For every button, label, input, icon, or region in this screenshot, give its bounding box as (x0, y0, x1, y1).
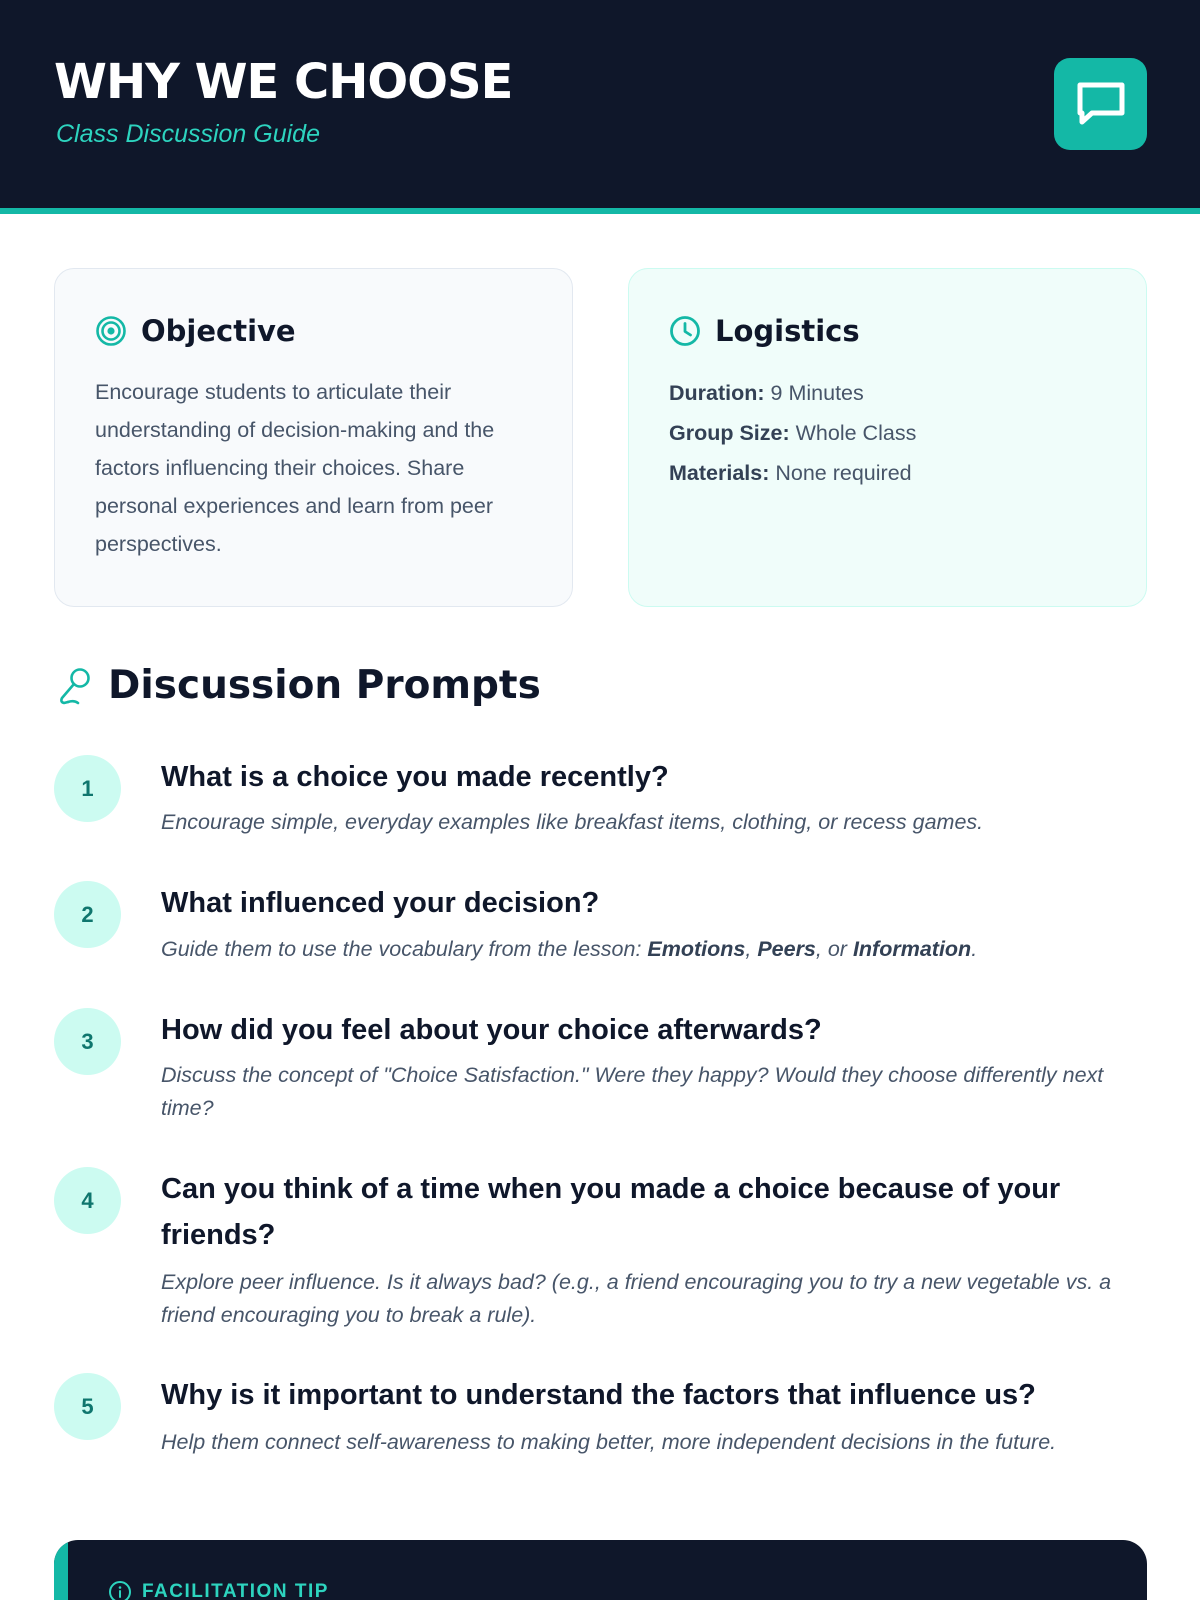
prompt-description: Guide them to use the vocabulary from the lesson: Emotions, Peers, or Information. (161, 937, 978, 961)
prompt-question: What influenced your decision? (161, 887, 600, 919)
prompt-question: What is a choice you made recently? (161, 761, 669, 793)
prompt-number: 4 (54, 1167, 121, 1234)
clock-icon (669, 315, 701, 347)
logistics-card (628, 268, 1147, 607)
header-banner (0, 0, 1200, 208)
prompt-number: 2 (54, 881, 121, 948)
microphone-icon (56, 666, 94, 706)
vocab-term: Peers (757, 937, 816, 961)
vocab-term: Information (852, 937, 972, 961)
chat-bubble-icon (1074, 79, 1128, 129)
header-accent-line (0, 208, 1200, 214)
prompt-number: 5 (54, 1373, 121, 1440)
logistics-group-size: Group Size: Whole Class (669, 421, 917, 445)
prompt-description: Explore peer influence. Is it always bad? (e.g., a friend encouraging you to try a new vegetable vs. a friend encouraging you to break a rule). (161, 1270, 1112, 1327)
tip-accent-bar (54, 1540, 68, 1600)
page-subtitle: Class Discussion Guide (56, 120, 320, 148)
facilitation-tip-box (54, 1540, 1147, 1600)
objective-text: Encourage students to articulate their understanding of decision-making and the factors influencing their choices. Share personal experiences and learn from peer perspectives. (95, 380, 495, 556)
logistics-materials: Materials: None required (669, 461, 912, 485)
prompt-description: Discuss the concept of "Choice Satisfaction." Were they happy? Would they choose differently next time? (161, 1063, 1104, 1120)
prompt-number: 3 (54, 1008, 121, 1075)
prompt-description: Encourage simple, everyday examples like breakfast items, clothing, or recess games. (161, 810, 984, 834)
objective-card (54, 268, 573, 607)
prompt-number: 1 (54, 755, 121, 822)
vocab-term: Emotions (647, 937, 746, 961)
tip-label: FACILITATION TIP (142, 1581, 329, 1600)
prompt-description: Help them connect self-awareness to making better, more independent decisions in the future. (161, 1430, 1057, 1454)
discussion-title: Discussion Prompts (108, 663, 541, 708)
chat-button[interactable] (1054, 58, 1147, 150)
info-icon (108, 1580, 132, 1600)
prompt-question: Can you think of a time when you made a choice because of your friends? (161, 1173, 1061, 1251)
logistics-title: Logistics (715, 314, 860, 348)
logistics-duration: Duration: 9 Minutes (669, 381, 864, 405)
logistics-list (669, 373, 916, 493)
page-title: WHY WE CHOOSE (54, 54, 513, 110)
objective-title: Objective (141, 314, 296, 348)
prompt-question: Why is it important to understand the factors that influence us? (161, 1379, 1036, 1411)
discussion-heading (56, 658, 541, 714)
target-icon (95, 315, 127, 347)
prompt-question: How did you feel about your choice afterwards? (161, 1014, 822, 1046)
